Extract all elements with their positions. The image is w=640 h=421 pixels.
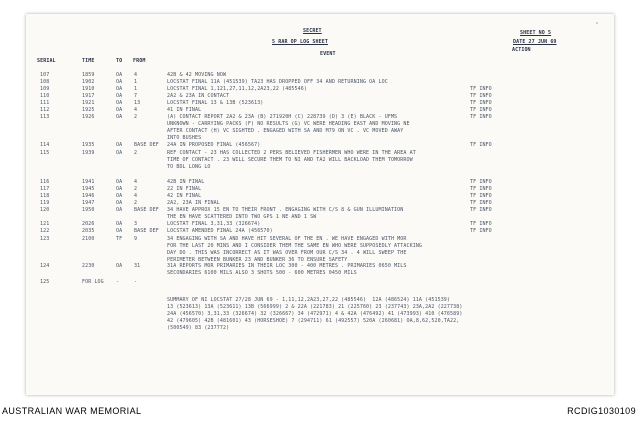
row-event-line: LOCSTAT AMENDED FINAL 24A (456570) <box>167 228 273 234</box>
summary-line: 13 (523613) 13A (523611) 13B (566999) 2 & 22A (221783) 21 (225760) 23 (237743) 23A,2A2 (227738) <box>167 304 463 310</box>
row-serial: 118 <box>40 193 50 199</box>
row-event-line: 31A REPORTS MOR PRIMARIES IN THEIR LOC 300 - 400 METRES . PRIMARIES 0650 MILS <box>167 263 407 269</box>
row-serial: 108 <box>40 79 50 85</box>
row-event-line: THE EN HAVE SCATTERED INTO TWO GPS 1 NE AND 1 SW <box>167 214 317 220</box>
row-to: OA <box>116 207 123 213</box>
row-time: 1941 <box>82 179 95 185</box>
row-time: 2035 <box>82 228 95 234</box>
row-event-line: LOCSTAT FINAL 13 & 13B (523613) <box>167 100 264 106</box>
row-event-line: LOCSTAT FINAL 11A (451539) TA23 HAS DROPPED OFF 34 AND RETURNING OA LOC <box>167 79 388 85</box>
row-event-line: 42B & 42 MOVING NOW <box>167 72 227 78</box>
row-time: 1859 <box>82 72 95 78</box>
row-event-line: 41 IN FINAL <box>167 107 202 113</box>
row-to: OA <box>116 142 123 148</box>
row-time: FOR LOG <box>82 279 104 285</box>
row-time: 1921 <box>82 100 95 106</box>
row-from: 4 <box>134 107 138 113</box>
row-action: TF INFO <box>470 142 492 148</box>
row-from: 1 <box>134 86 138 92</box>
row-time: 1950 <box>82 207 95 213</box>
row-serial: 111 <box>40 100 50 106</box>
row-to: OA <box>116 179 123 185</box>
row-from: BASE DEF <box>134 142 159 148</box>
row-action: TF INFO <box>470 200 492 206</box>
column-header-event: EVENT <box>320 51 336 57</box>
row-event-line: REF CONTACT - 23 HAS COLLECTED 2 PERS BELIEVED FISHERMEN WHO WERE IN THE AREA AT <box>167 150 416 156</box>
row-time: 1902 <box>82 79 95 85</box>
sheet-number: SHEET NO 5 <box>520 30 552 36</box>
row-from: 4 <box>134 72 138 78</box>
row-serial: 116 <box>40 179 50 185</box>
row-from: 7 <box>134 93 138 99</box>
row-event-line: 42 IN FINAL <box>167 193 202 199</box>
row-time: 1925 <box>82 107 95 113</box>
row-serial: 120 <box>40 207 50 213</box>
summary-line: SUMMARY OF NI LOCSTAT 27/28 JUN 69 - 1,11,12,2A23,27,22 (485546) 12A (486524) 11A (451539) <box>167 297 451 303</box>
row-action: TF INFO <box>470 221 492 227</box>
row-event-line: LOCSTAT FINAL 3,31,33 (326674) <box>167 221 261 227</box>
row-event-line: 34 ENGAGING WITH SA AND HAVE HIT SEVERAL OF THE EN . WE HAVE ENGAGED WITH MOR <box>167 236 407 242</box>
row-event-line: FOR THE LAST 20 MINS AND I CONSIDER THEM THE SAME EN WHO WERE SUPPOSEDLY ATTACKING <box>167 243 423 249</box>
row-to: TF <box>116 236 123 242</box>
row-time: 1946 <box>82 193 95 199</box>
row-event-line: UNKNOWN - CARRYING PACKS (F) NO RESULTS (G) VC WERE HEADING EAST AND MOVING NE <box>167 121 410 127</box>
footer-institution: AUSTRALIAN WAR MEMORIAL <box>2 406 142 416</box>
row-from: 2 <box>134 150 138 156</box>
row-from: 9 <box>134 236 138 242</box>
row-serial: 110 <box>40 93 50 99</box>
row-event-line: LOCSTAT FINAL 1,121,27,11,12,2A23,22 (485546) <box>167 86 307 92</box>
row-from: 2 <box>134 200 138 206</box>
row-action: TF INFO <box>470 193 492 199</box>
row-time: 2100 <box>82 236 95 242</box>
column-header-time: TIME <box>82 58 95 64</box>
row-event-line: SECONDARIES 6100 MILS ALSO 3 SHOTS 500 - 600 METRES 0450 MILS <box>167 270 357 276</box>
row-event-line: PERIMETER BETWEEN BUNKER 23 AND BUNKER 36 TO ENSURE SAFETY <box>167 257 348 263</box>
row-to: OA <box>116 79 123 85</box>
row-action: TF INFO <box>470 114 492 120</box>
row-event-line: DAY DO . THIS WAS INCORRECT AS IT WAS OVER FROM OUR C/S 34 . 4 WILL SWEEP THE <box>167 250 407 256</box>
row-from: BASE DEF <box>134 228 159 234</box>
row-event-line: (A) CONTACT REPORT 2A2 & 23A (B) 271920H (C) 228739 (D) 3 (E) BLACK - UFMS <box>167 114 398 120</box>
row-serial: 123 <box>40 236 50 242</box>
row-to: OA <box>116 221 123 227</box>
row-serial: 122 <box>40 228 50 234</box>
row-to: OA <box>116 193 123 199</box>
row-serial: 121 <box>40 221 50 227</box>
row-from: 4 <box>134 193 138 199</box>
row-to: OA <box>116 100 123 106</box>
row-event-line: 42B IN FINAL <box>167 179 205 185</box>
row-to: OA <box>116 200 123 206</box>
row-to: OA <box>116 228 123 234</box>
row-serial: 107 <box>40 72 50 78</box>
row-action: TF INFO <box>470 228 492 234</box>
row-action: TF INFO <box>470 100 492 106</box>
row-time: 1945 <box>82 186 95 192</box>
footer-bar <box>0 401 640 421</box>
row-from: 1 <box>134 79 138 85</box>
row-serial: 119 <box>40 200 50 206</box>
row-to: OA <box>116 263 123 269</box>
row-action: TF INFO <box>470 93 492 99</box>
classification-marking: SECRET <box>303 28 322 34</box>
row-to: OA <box>116 86 123 92</box>
row-to: OA <box>116 107 123 113</box>
column-header-to: TO <box>116 58 123 64</box>
row-time: 1926 <box>82 114 95 120</box>
row-serial: 117 <box>40 186 50 192</box>
row-event-line: INTO BUSHES <box>167 135 202 141</box>
row-event-line: 34 HAVE APPROX 15 EN TO THEIR FRONT . ENGAGING WITH C/S 8 & GUN ILLUMINATION <box>167 207 404 213</box>
sheet-date: DATE 27 JUN 69 <box>513 39 557 45</box>
row-event-line: TO BDL LONG LO <box>167 164 211 170</box>
row-time: 1917 <box>82 93 95 99</box>
row-serial: 109 <box>40 86 50 92</box>
row-from: 31 <box>134 263 141 269</box>
row-from: BASE DEF <box>134 207 159 213</box>
row-from: 3 <box>134 221 138 227</box>
row-event-line: 2A2, 23A IN FINAL <box>167 200 220 206</box>
row-to: OA <box>116 114 123 120</box>
row-event-line: 2A2 & 23A IN CONTACT <box>167 93 230 99</box>
row-event-line: AFTER CONTACT (H) VC SIGHTED . ENGAGED WITH SA AND M79 ON VC . VC MOVED AWAY <box>167 128 404 134</box>
footer-item-id: RCDIG1030109 <box>567 406 636 416</box>
row-from: 4 <box>134 179 138 185</box>
row-time: 2026 <box>82 221 95 227</box>
staple-hole <box>596 22 598 24</box>
row-action: TF INFO <box>470 186 492 192</box>
row-time: 1935 <box>82 142 95 148</box>
row-serial: 125 <box>40 279 50 285</box>
row-time: 2230 <box>82 263 95 269</box>
row-serial: 115 <box>40 150 50 156</box>
row-from: 13 <box>134 100 141 106</box>
column-header-from: FROM <box>133 58 146 64</box>
row-serial: 124 <box>40 263 50 269</box>
summary-line: 24A (456570) 3,31,33 (326674) 32 (326667) 34 (472971) 4 & 42A (476492) 41 (473993) 410 (476589) <box>167 311 463 317</box>
summary-line: (500549) 83 (237772) <box>167 325 230 331</box>
row-serial: 113 <box>40 114 50 120</box>
column-header-action: ACTION <box>512 47 531 53</box>
row-to: OA <box>116 186 123 192</box>
row-to: OA <box>116 93 123 99</box>
row-action: TF INFO <box>470 107 492 113</box>
summary-line: 42 (479605) 42B (481601) 43 (HORSESHOE) 7 (294711) 61 (492557) 520A (260681) OA,8,62,520,TA22, <box>167 318 460 324</box>
row-time: 1910 <box>82 86 95 92</box>
row-to: - <box>116 279 120 285</box>
row-time: 1939 <box>82 150 95 156</box>
row-serial: 114 <box>40 142 50 148</box>
row-action: TF INFO <box>470 86 492 92</box>
row-to: OA <box>116 150 123 156</box>
row-from: - <box>134 279 138 285</box>
row-event-line: 22 IN FINAL <box>167 186 202 192</box>
column-header-serial: SERIAL <box>37 58 56 64</box>
row-to: OA <box>116 72 123 78</box>
row-event-line: 24A IN PROPOSED FINAL (456567) <box>167 142 261 148</box>
row-action: TF INFO <box>470 207 492 213</box>
row-event-line: TIME OF CONTACT . 23 WILL SECURE THEM TO NI AND TA2 WILL BACKLOAD THEM TOMORROW <box>167 157 413 163</box>
row-from: 2 <box>134 186 138 192</box>
row-time: 1947 <box>82 200 95 206</box>
row-serial: 112 <box>40 107 50 113</box>
sheet-title: 5 RAR OP LOG SHEET <box>272 39 328 45</box>
row-from: 2 <box>134 114 138 120</box>
row-action: TF INFO <box>470 179 492 185</box>
document-sheet <box>26 14 614 395</box>
